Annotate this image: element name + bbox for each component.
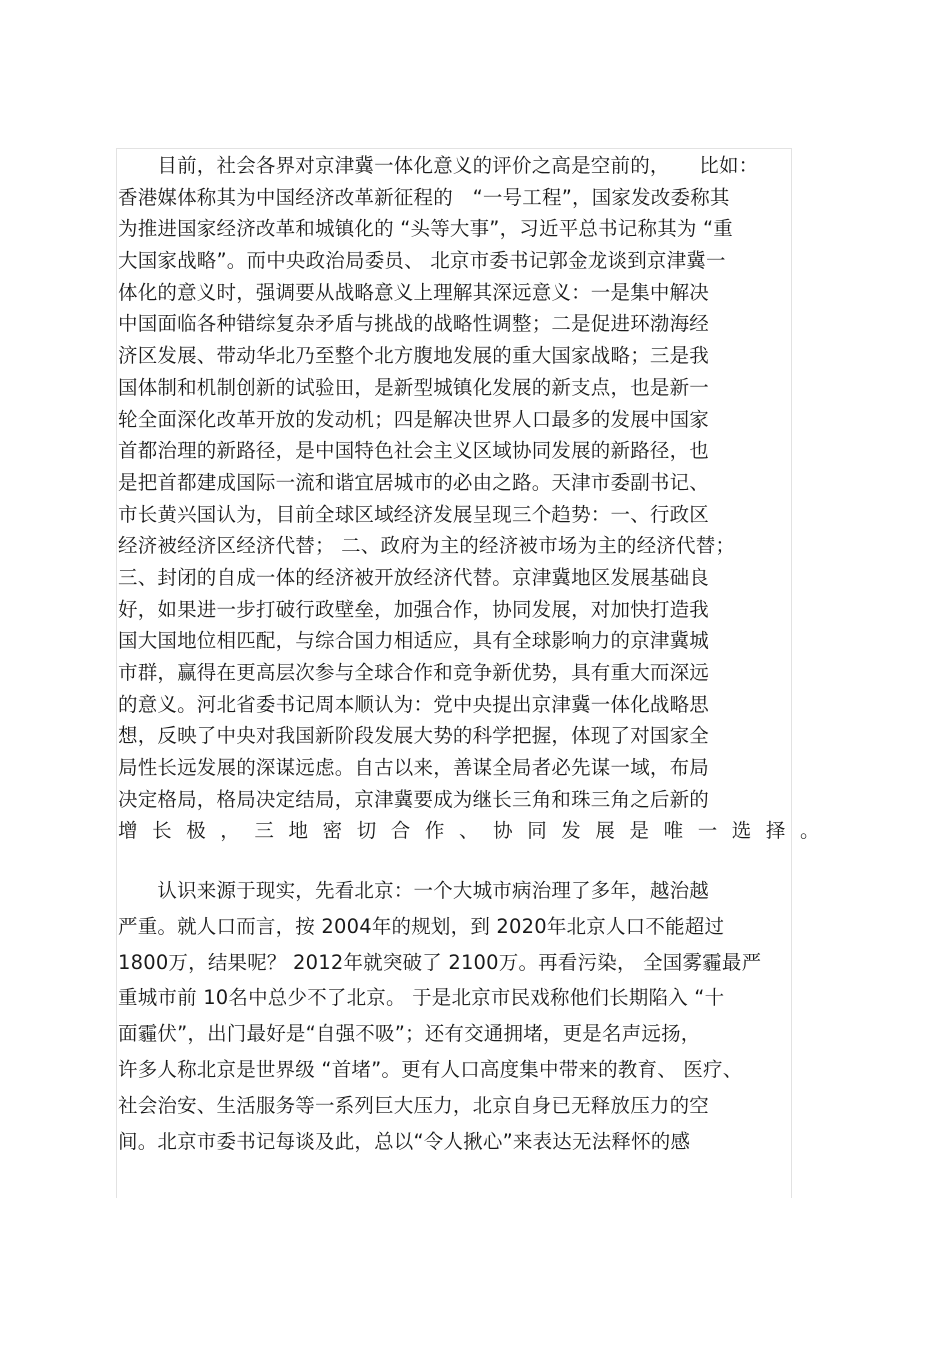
- text-line: 间。北京市委书记每谈及此，总以“令人揪心”来表达无法释怀的感: [118, 1129, 691, 1153]
- text-line: 轮全面深化改革开放的发动机；四是解决世界人口最多的发展中国家: [118, 407, 710, 431]
- text-line: 社会治安、生活服务等一系列巨大压力，北京自身已无释放压力的空: [118, 1093, 710, 1117]
- text-line: 为推进国家经济改革和城镇化的 “头等大事”，习近平总书记称其为 “重: [118, 217, 734, 241]
- text-line: 的意义。河北省委书记周本顺认为：党中央提出京津冀一体化战略思: [118, 692, 710, 716]
- text-line: 面霾伏”，出门最好是“自强不吸”；还有交通拥堵，更是名声远扬，: [118, 1022, 701, 1046]
- text-line: 经济被经济区经济代替； 二、政府为主的经济被市场为主的经济代替；: [118, 534, 736, 558]
- text-line: 许多人称北京是世界级 “首堵”。更有人口高度集中带来的教育、 医疗、: [118, 1057, 743, 1081]
- text-line: 是把首都建成国际一流和谐宜居城市的必由之路。天津市委副书记、: [118, 470, 710, 494]
- text-line: 决定格局，格局决定结局，京津冀要成为继长三角和珠三角之后新的: [118, 787, 710, 811]
- text-line: 目前，社会各界对京津冀一体化意义的评价之高是空前的， 比如：: [118, 154, 759, 177]
- text-line: 局性长远发展的深谋远虑。自古以来，善谋全局者必先谋一域，布局: [118, 756, 710, 780]
- text-line: 市长黄兴国认为，目前全球区域经济发展呈现三个趋势：一、行政区: [118, 502, 710, 526]
- text-line-justified: 增长极，三地密切合作、协同发展是唯一选择。: [118, 819, 835, 843]
- text-line: 香港媒体称其为中国经济改革新征程的 “一号工程”，国家发改委称其: [118, 185, 730, 209]
- text-line: 三、封闭的自成一体的经济被开放经济代替。京津冀地区发展基础良: [118, 565, 710, 589]
- text-line: 体化的意义时，强调要从战略意义上理解其深远意义：一是集中解决: [118, 280, 710, 304]
- text-line: 想，反映了中央对我国新阶段发展大势的科学把握，体现了对国家全: [118, 724, 710, 748]
- text-line: 大国家战略”。而中央政治局委员、 北京市委书记郭金龙谈到京津冀一: [118, 249, 726, 273]
- text-line: 中国面临各种错综复杂矛盾与挑战的战略性调整；二是促进环渤海经: [118, 312, 710, 336]
- text-line: 1800万，结果呢？ 2012年就突破了 2100万。再看污染， 全国雾霾最严: [118, 950, 762, 974]
- text-line: 国体制和机制创新的试验田，是新型城镇化发展的新支点，也是新一: [118, 375, 710, 399]
- text-line: 重城市前 10名中总少不了北京。 于是北京市民戏称他们长期陷入 “十: [118, 986, 725, 1010]
- text-line: 济区发展、带动华北乃至整个北方腹地发展的重大国家战略；三是我: [118, 344, 710, 368]
- body-paragraph-2: [118, 873, 794, 1159]
- text-line: 认识来源于现实，先看北京：一个大城市病治理了多年，越治越: [118, 879, 710, 902]
- body-paragraph-1: [118, 150, 835, 847]
- text-line: 首都治理的新路径，是中国特色社会主义区域协同发展的新路径，也: [118, 439, 710, 463]
- text-line: 严重。就人口而言，按 2004年的规划，到 2020年北京人口不能超过: [118, 914, 725, 938]
- text-line: 市群，赢得在更高层次参与全球合作和竞争新优势，具有重大而深远: [118, 661, 710, 684]
- text-line: 国大国地位相匹配，与综合国力相适应，具有全球影响力的京津冀城: [118, 629, 710, 653]
- text-line: 好，如果进一步打破行政壁垒，加强合作，协同发展，对加快打造我: [118, 597, 710, 621]
